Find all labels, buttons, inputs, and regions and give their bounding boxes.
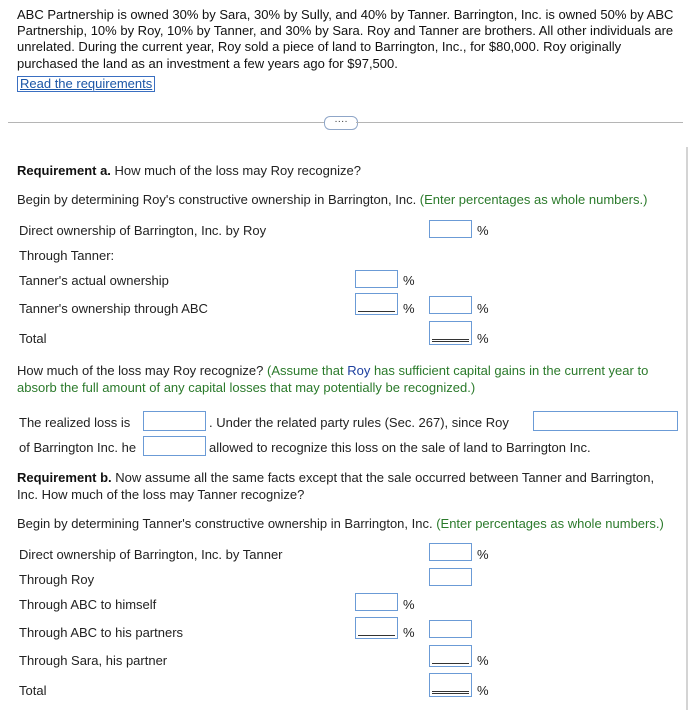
- is-allowed-select[interactable]: [143, 436, 206, 456]
- req-b-title: [17, 470, 677, 503]
- req-b-begin-text: Begin by determining Tanner's constructive ownership in Barrington, Inc.: [17, 516, 433, 531]
- row-label-direct-roy: Direct ownership of Barrington, Inc. by Roy: [19, 223, 267, 238]
- row-label-tanner-actual: Tanner's actual ownership: [19, 273, 169, 288]
- pct-label: %: [477, 331, 489, 346]
- req-a-q2-hint-1: (Assume that: [263, 363, 348, 378]
- req-a-heading: Requirement a.: [17, 163, 111, 178]
- expand-more-button[interactable]: ····: [324, 116, 358, 130]
- tanner-direct-input[interactable]: [429, 543, 472, 561]
- req-a-q2: [17, 362, 667, 396]
- row-label-total-b: Total: [19, 683, 47, 698]
- through-roy-input[interactable]: [429, 568, 472, 586]
- pct-label: %: [477, 653, 489, 668]
- divider-left: [8, 122, 324, 123]
- req-b-question: Now assume all the same facts except that the sale occurred between Tanner and Barrington, Inc. How much of the loss may Tanner recognize?: [17, 470, 655, 502]
- req-a-begin-text: Begin by determining Roy's constructive ownership in Barrington, Inc.: [17, 192, 417, 207]
- loss-text-3: of Barrington Inc. he: [19, 440, 137, 455]
- through-sara-input[interactable]: [429, 645, 472, 667]
- loss-text-1: The realized loss is: [19, 415, 131, 430]
- req-a-title: [17, 163, 361, 178]
- row-label-through-tanner: Through Tanner:: [19, 248, 115, 263]
- req-a-q2-text: How much of the loss may Roy recognize?: [17, 363, 264, 378]
- abc-partners-input[interactable]: [355, 617, 398, 639]
- through-abc-subtotal-input[interactable]: [429, 620, 472, 638]
- row-label-abc-partners: Through ABC to his partners: [19, 625, 184, 640]
- tanner-abc-input[interactable]: [355, 293, 398, 315]
- abc-himself-input[interactable]: [355, 593, 398, 611]
- pct-label: %: [403, 301, 415, 316]
- read-requirements-link[interactable]: Read the requirements: [17, 76, 155, 92]
- row-label-tanner-abc: Tanner's ownership through ABC: [19, 301, 208, 316]
- row-label-sara: Through Sara, his partner: [19, 653, 168, 668]
- pct-label: %: [477, 547, 489, 562]
- pct-label: %: [477, 301, 489, 316]
- through-tanner-subtotal-input[interactable]: [429, 296, 472, 314]
- problem-statement: ABC Partnership is owned 30% by Sara, 30% by Sully, and 40% by Tanner. Barrington, Inc. is owned 50% by ABC Partnership, 10% by Roy, 10% by Tanner, and 30% by Sara. Roy and Tanner are brothers. All other individuals are unrelated. During the current year, Roy sold a piece of land to Barrington, Inc., for $80,000. Roy originally purchased the land as an investment a few years ago for $97,500.: [17, 7, 674, 71]
- pct-label: %: [403, 597, 415, 612]
- pct-label: %: [477, 223, 489, 238]
- row-label-through-roy: Through Roy: [19, 572, 95, 587]
- loss-text-2: . Under the related party rules (Sec. 267), since Roy: [209, 415, 509, 430]
- req-b-begin-hint: (Enter percentages as whole numbers.): [432, 516, 664, 531]
- tanner-total-input[interactable]: [429, 673, 472, 697]
- pct-label: %: [403, 273, 415, 288]
- row-label-direct-tanner: Direct ownership of Barrington, Inc. by Tanner: [19, 547, 283, 562]
- req-b-heading: Requirement b.: [17, 470, 112, 485]
- realized-loss-input[interactable]: [143, 411, 206, 431]
- req-a-begin: [17, 192, 647, 207]
- divider-right: [356, 122, 683, 123]
- roy-direct-input[interactable]: [429, 220, 472, 238]
- pct-label: %: [403, 625, 415, 640]
- roy-ownership-select[interactable]: [533, 411, 678, 431]
- req-a-q2-hint-name: Roy: [347, 363, 371, 378]
- roy-total-input[interactable]: [429, 321, 472, 345]
- req-a-q2-hint-2: has sufficient capital gains in the current year to absorb the full amount of any capital losses that may potentially be recognized.): [17, 363, 649, 395]
- req-a-begin-hint: (Enter percentages as whole numbers.): [416, 192, 648, 207]
- req-b-begin: [17, 516, 664, 531]
- row-label-abc-himself: Through ABC to himself: [19, 597, 157, 612]
- pct-label: %: [477, 683, 489, 698]
- loss-text-4: allowed to recognize this loss on the sale of land to Barrington Inc.: [209, 440, 591, 455]
- scroll-edge: [686, 147, 688, 710]
- req-a-question: How much of the loss may Roy recognize?: [110, 163, 361, 178]
- tanner-actual-input[interactable]: [355, 270, 398, 288]
- row-label-total-a: Total: [19, 331, 47, 346]
